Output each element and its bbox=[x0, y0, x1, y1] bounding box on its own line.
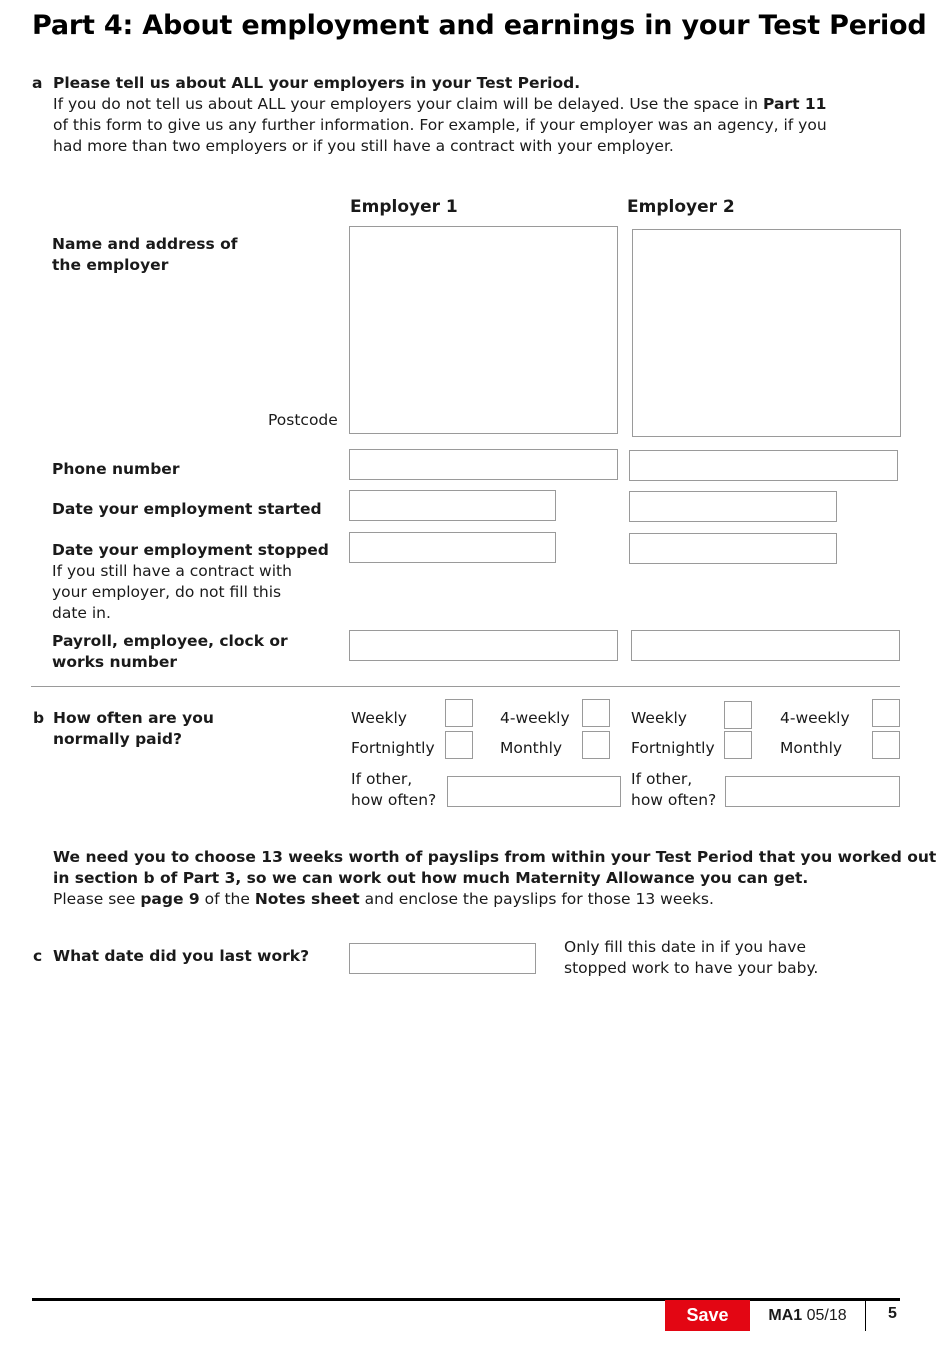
emp1-monthly-checkbox[interactable] bbox=[582, 731, 610, 759]
section-a-intro-line1 bbox=[53, 94, 826, 115]
section-c-letter: c bbox=[33, 947, 43, 965]
payslips-bold-line2: in section b of Part 3, so we can work out how much Maternity Allowance you can get. bbox=[53, 869, 809, 887]
employer-2-header: Employer 2 bbox=[627, 197, 735, 217]
note-line: Only fill this date in if you have bbox=[564, 938, 807, 956]
emp2-weekly-checkbox[interactable] bbox=[724, 701, 752, 729]
text: of the bbox=[199, 890, 255, 908]
emp1-weekly-label: Weekly bbox=[351, 709, 407, 727]
emp1-fortnightly-checkbox[interactable] bbox=[445, 731, 473, 759]
form-code-id: MA1 bbox=[768, 1306, 803, 1324]
emp1-other-label bbox=[351, 769, 436, 811]
section-divider bbox=[31, 686, 900, 687]
emp1-monthly-label: Monthly bbox=[500, 739, 563, 757]
other-line: how often? bbox=[351, 791, 437, 809]
section-a-letter: a bbox=[32, 74, 43, 92]
note-line: If you still have a contract with bbox=[52, 562, 292, 580]
label-line: Name and address of bbox=[52, 235, 238, 253]
question-line: How often are you bbox=[53, 709, 214, 727]
employer-2-name-address-field[interactable] bbox=[632, 229, 901, 437]
employer-1-phone-field[interactable] bbox=[349, 449, 618, 480]
employer-2-date-started-field[interactable] bbox=[629, 491, 837, 522]
text: Please see bbox=[53, 890, 141, 908]
emp2-fortnightly-checkbox[interactable] bbox=[724, 731, 752, 759]
section-a-intro-line3: had more than two employers or if you still have a contract with your employer. bbox=[53, 137, 674, 155]
emp1-weekly-checkbox[interactable] bbox=[445, 699, 473, 727]
employer-1-date-started-field[interactable] bbox=[349, 490, 556, 521]
postcode-label: Postcode bbox=[268, 411, 338, 429]
last-work-date-field[interactable] bbox=[349, 943, 536, 974]
payroll-label bbox=[52, 631, 288, 673]
other-line: If other, bbox=[351, 770, 413, 788]
note-line: date in. bbox=[52, 604, 111, 622]
emp1-4weekly-label: 4-weekly bbox=[500, 709, 570, 727]
text: and enclose the payslips for those 13 weeks. bbox=[359, 890, 714, 908]
note-line: stopped work to have your baby. bbox=[564, 959, 819, 977]
emp2-monthly-label: Monthly bbox=[780, 739, 843, 757]
form-code bbox=[750, 1300, 866, 1331]
note-line: your employer, do not fill this bbox=[52, 583, 282, 601]
employer-1-header: Employer 1 bbox=[350, 197, 458, 217]
emp2-4weekly-checkbox[interactable] bbox=[872, 699, 900, 727]
section-b-letter: b bbox=[33, 709, 45, 727]
date-stopped-label: Date your employment stopped bbox=[52, 541, 329, 559]
label-line: works number bbox=[52, 653, 178, 671]
last-work-note bbox=[564, 937, 818, 979]
form-code-date: 05/18 bbox=[806, 1306, 847, 1324]
emp2-weekly-label: Weekly bbox=[631, 709, 687, 727]
employer-1-payroll-field[interactable] bbox=[349, 630, 618, 661]
date-stopped-note bbox=[52, 561, 292, 624]
payslips-line3 bbox=[53, 889, 714, 910]
name-address-label bbox=[52, 234, 238, 276]
payslips-bold-line1: We need you to choose 13 weeks worth of payslips from within your Test Period that you worked out bbox=[53, 848, 937, 866]
date-started-label: Date your employment started bbox=[52, 500, 322, 518]
section-a-intro-line2: of this form to give us any further information. For example, if your employer was an agency, if you bbox=[53, 116, 827, 134]
section-c-question: What date did you last work? bbox=[53, 947, 310, 965]
emp2-other-label bbox=[631, 769, 716, 811]
label-line: the employer bbox=[52, 256, 169, 274]
save-button[interactable]: Save bbox=[665, 1300, 750, 1331]
page-title: Part 4: About employment and earnings in your Test Period bbox=[32, 10, 927, 41]
emp2-monthly-checkbox[interactable] bbox=[872, 731, 900, 759]
phone-label: Phone number bbox=[52, 460, 180, 478]
emp2-4weekly-label: 4-weekly bbox=[780, 709, 850, 727]
intro-part-ref: Part 11 bbox=[763, 95, 827, 113]
emp2-other-field[interactable] bbox=[725, 776, 900, 807]
employer-1-date-stopped-field[interactable] bbox=[349, 532, 556, 563]
page-ref: page 9 bbox=[140, 890, 200, 908]
emp1-4weekly-checkbox[interactable] bbox=[582, 699, 610, 727]
employer-2-date-stopped-field[interactable] bbox=[629, 533, 837, 564]
section-b-question bbox=[53, 708, 214, 750]
notes-sheet-ref: Notes sheet bbox=[254, 890, 360, 908]
question-line: normally paid? bbox=[53, 730, 183, 748]
intro-text: If you do not tell us about ALL your employers your claim will be delayed. Use the space in bbox=[53, 95, 764, 113]
page-number: 5 bbox=[888, 1305, 897, 1322]
label-line: Payroll, employee, clock or bbox=[52, 632, 288, 650]
emp1-fortnightly-label: Fortnightly bbox=[351, 739, 435, 757]
section-a-heading: Please tell us about ALL your employers in your Test Period. bbox=[53, 74, 581, 92]
emp1-other-field[interactable] bbox=[447, 776, 621, 807]
other-line: If other, bbox=[631, 770, 693, 788]
emp2-fortnightly-label: Fortnightly bbox=[631, 739, 715, 757]
employer-2-phone-field[interactable] bbox=[629, 450, 898, 481]
employer-1-name-address-field[interactable] bbox=[349, 226, 618, 434]
employer-2-payroll-field[interactable] bbox=[631, 630, 900, 661]
other-line: how often? bbox=[631, 791, 717, 809]
